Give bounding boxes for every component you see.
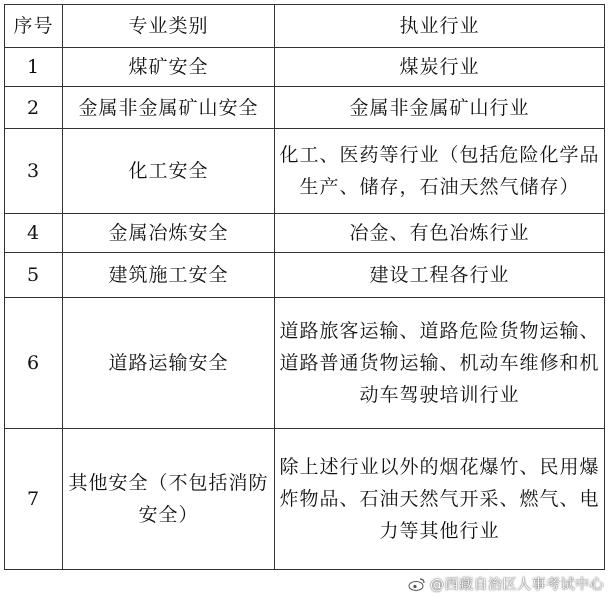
row-index: 5 (5, 253, 63, 298)
row-category: 金属非金属矿山安全 (63, 87, 275, 129)
row-category: 煤矿安全 (63, 48, 275, 87)
row-industry: 煤炭行业 (275, 48, 605, 87)
row-index: 3 (5, 129, 63, 214)
watermark (408, 574, 604, 594)
row-category: 其他安全（不包括消防安全） (63, 429, 275, 570)
table-row (5, 298, 605, 429)
row-index: 1 (5, 48, 63, 87)
table-row (5, 214, 605, 253)
row-index: 4 (5, 214, 63, 253)
row-category: 道路运输安全 (63, 298, 275, 429)
header-category: 专业类别 (63, 5, 275, 48)
table-row (5, 48, 605, 87)
row-index: 2 (5, 87, 63, 129)
row-index: 7 (5, 429, 63, 570)
row-index: 6 (5, 298, 63, 429)
row-category: 化工安全 (63, 129, 275, 214)
watermark-text: @西藏自治区人事考试中心 (430, 577, 604, 593)
table-row (5, 87, 605, 129)
row-industry: 金属非金属矿山行业 (275, 87, 605, 129)
table-row (5, 129, 605, 214)
table-row (5, 429, 605, 570)
weibo-icon (408, 577, 426, 591)
row-category: 金属冶炼安全 (63, 214, 275, 253)
row-industry: 建设工程各行业 (275, 253, 605, 298)
header-industry: 执业行业 (275, 5, 605, 48)
table-row (5, 253, 605, 298)
row-industry: 除上述行业以外的烟花爆竹、民用爆炸物品、石油天然气开采、燃气、电力等其他行业 (275, 429, 605, 570)
header-index: 序号 (5, 5, 63, 48)
row-industry: 化工、医药等行业（包括危险化学品生产、储存，石油天然气储存） (275, 129, 605, 214)
row-industry: 冶金、有色冶炼行业 (275, 214, 605, 253)
row-category: 建筑施工安全 (63, 253, 275, 298)
table-header-row (5, 5, 605, 48)
row-industry: 道路旅客运输、道路危险货物运输、道路普通货物运输、机动车维修和机动车驾驶培训行业 (275, 298, 605, 429)
profession-category-table (4, 4, 605, 570)
